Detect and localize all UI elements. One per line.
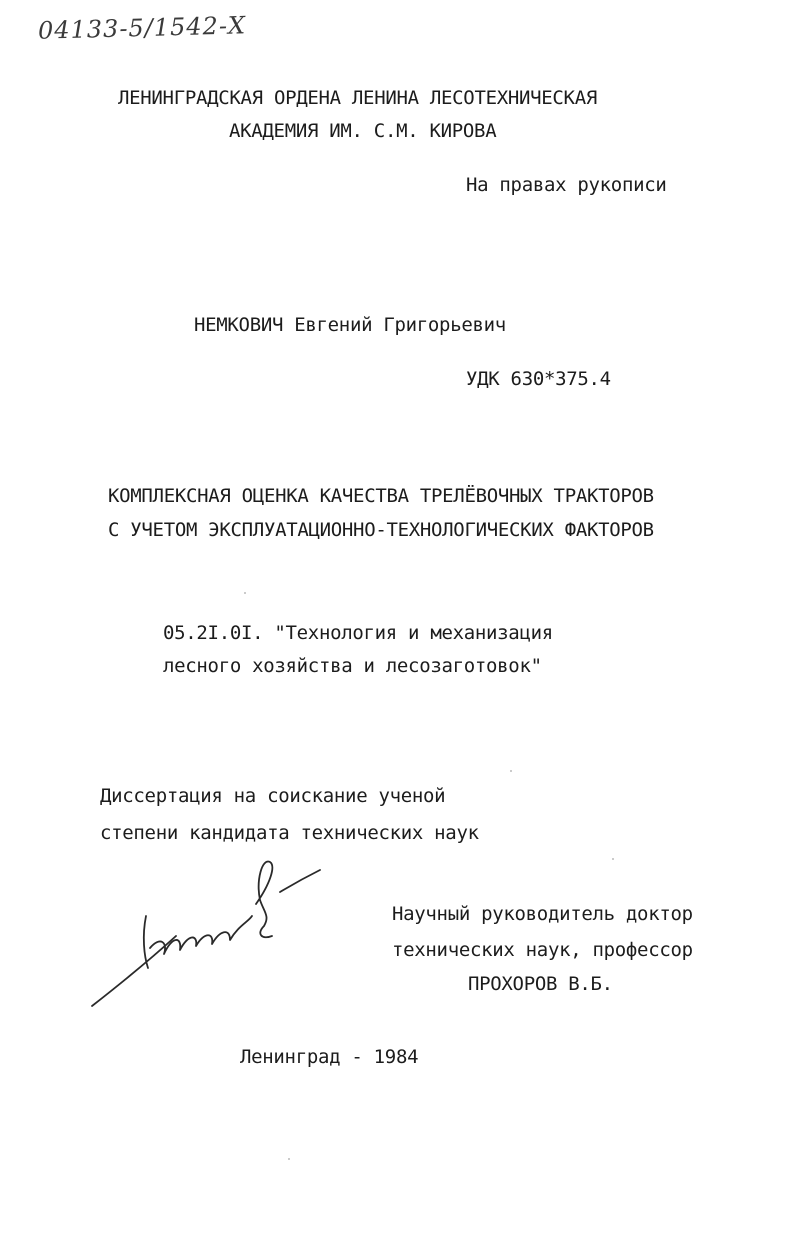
- archive-handwritten-mark: 04133-5/1542-Х: [37, 11, 247, 45]
- specialty-line-1: 05.2I.0I. "Технология и механизация: [163, 622, 553, 644]
- udc-code: УДК 630*375.4: [466, 368, 611, 390]
- scan-speck: [612, 858, 614, 860]
- supervisor-name: ПРОХОРОВ В.Б.: [468, 973, 613, 995]
- manuscript-rights-note: На правах рукописи: [466, 174, 667, 196]
- place-and-year: Ленинград - 1984: [240, 1046, 419, 1068]
- scan-speck: [244, 592, 246, 594]
- author-signature: [84, 856, 334, 1016]
- scan-speck: [288, 1158, 290, 1160]
- dissertation-title-line-1: КОМПЛЕКСНАЯ ОЦЕНКА КАЧЕСТВА ТРЕЛЁВОЧНЫХ ТРАКТОРОВ: [108, 485, 654, 507]
- author-name: НЕМКОВИЧ Евгений Григорьевич: [194, 314, 506, 336]
- degree-line-2: степени кандидата технических наук: [100, 822, 479, 844]
- supervisor-line-1: Научный руководитель доктор: [392, 903, 693, 925]
- specialty-line-2: лесного хозяйства и лесозаготовок": [163, 655, 542, 677]
- scan-speck: [510, 770, 512, 772]
- institution-line-2: АКАДЕМИЯ ИМ. С.М. КИРОВА: [229, 120, 497, 142]
- supervisor-line-2: технических наук, профессор: [392, 939, 693, 961]
- dissertation-title-line-2: С УЧЕТОМ ЭКСПЛУАТАЦИОННО-ТЕХНОЛОГИЧЕСКИХ ФАКТОРОВ: [108, 519, 654, 541]
- institution-line-1: ЛЕНИНГРАДСКАЯ ОРДЕНА ЛЕНИНА ЛЕСОТЕХНИЧЕСКАЯ: [118, 87, 597, 109]
- degree-line-1: Диссертация на соискание ученой: [100, 785, 446, 807]
